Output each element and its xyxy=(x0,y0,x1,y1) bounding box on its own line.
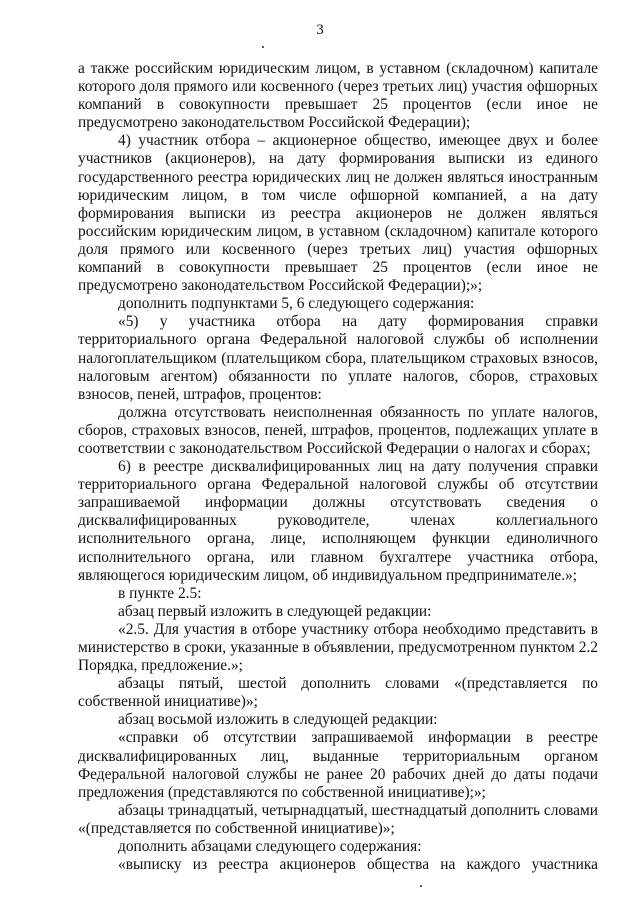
paragraph-13: абзацы тринадцатый, четырнадцатый, шестнадцатый дополнить словами «(представляется по собственной инициативе)»; xyxy=(78,801,598,837)
paragraph-6: 6) в реестре дисквалифицированных лиц на дату получения справки территориального органа Федеральной налоговой службы об отсутствии запрашиваемой информации должны отсутствовать сведения о дисквалифицированных руководителе, членах коллегиального исполнительного органа, лице, исполняющем функции единоличного исполнительного органа, или главном бухгалтере участника отбора, являющегося юридическим лицом, об индивидуальном предпринимателе.»; xyxy=(78,458,598,584)
scan-speck xyxy=(262,46,264,48)
paragraph-8: абзац первый изложить в следующей редакции: xyxy=(118,602,432,620)
paragraph-12: «справки об отсутствии запрашиваемой информации в реестре дисквалифицированных лиц, выданные территориальным органом Федеральной налоговой службы не ранее 20 рабочих дней до даты подачи предложения (представляются по собственной инициативе);»; xyxy=(78,729,598,801)
scan-speck xyxy=(420,885,422,887)
paragraph-11: абзац восьмой изложить в следующей редакции: xyxy=(118,711,438,729)
paragraph-14: дополнить абзацами следующего содержания: xyxy=(118,838,422,856)
paragraph-2: 4) участник отбора – акционерное общество, имеющее двух и более участников (акционеров), на дату формирования выписки из единого государственного реестра юридических лиц не должен являться иностранным юридическим лицом, в том числе офшорной компанией, а на дату формирования выписки из реестра акционеров не должен являться российским юридическим лицом, в уставном (складочном) капитале которого доля прямого или косвенного (через третьих лиц) участия офшорных компаний в совокупности превышает 25 процентов (если иное не предусмотрено законодательством Российской Федерации);»; xyxy=(78,132,598,295)
page-number: 3 xyxy=(316,22,324,38)
paragraph-9: «2.5. Для участия в отборе участнику отбора необходимо представить в министерство в сроки, указанные в объявлении, предусмотренном пунктом 2.2 Порядка, предложение.»; xyxy=(78,620,598,675)
paragraph-7: в пункте 2.5: xyxy=(118,584,202,602)
paragraph-15: «выписку из реестра акционеров общества на каждого участника xyxy=(118,856,598,874)
paragraph-1: а также российским юридическим лицом, в уставном (складочном) капитале которого доля прямого или косвенного (через третьих лиц) участия офшорных компаний в совокупности превышает 25 процентов (если иное не предусмотрено законодательством Российской Федерации); xyxy=(78,60,598,132)
paragraph-4: «5) у участника отбора на дату формирования справки территориального органа Федеральной налоговой службы об исполнении налогоплательщиком (плательщиком сбора, плательщиком страховых взносов, налоговым агентом) обязанности по уплате налогов, сборов, страховых взносов, пеней, штрафов, процентов: xyxy=(78,313,598,403)
paragraph-10: абзацы пятый, шестой дополнить словами «(представляется по собственной инициативе)»; xyxy=(78,675,598,711)
document-body xyxy=(78,60,598,874)
paragraph-3: дополнить подпунктами 5, 6 следующего содержания: xyxy=(118,295,475,313)
paragraph-5: должна отсутствовать неисполненная обязанность по уплате налогов, сборов, страховых взносов, пеней, штрафов, процентов, подлежащих уплате в соответствии с законодательством Российской Федерации о налогах и сборах; xyxy=(78,403,598,457)
